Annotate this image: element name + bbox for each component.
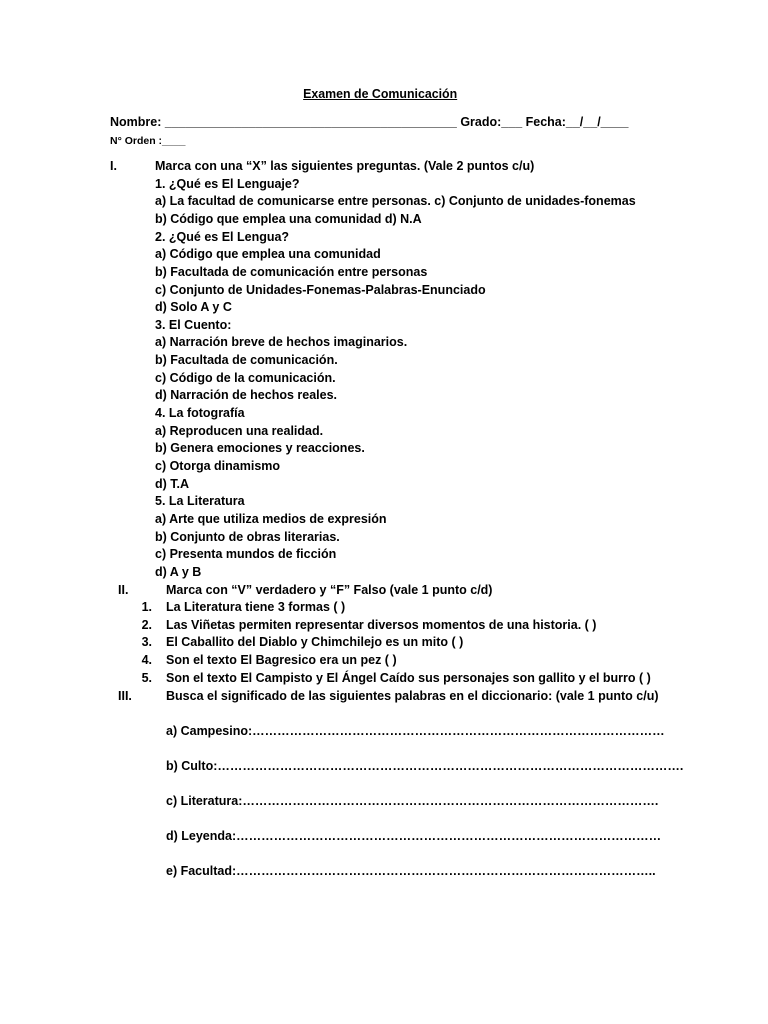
order-label: N° Orden : bbox=[110, 135, 163, 147]
definition-label: a) Campesino: bbox=[166, 724, 253, 738]
definition-blank: ……………………………………………………………………………………… bbox=[252, 724, 665, 738]
definition-line bbox=[166, 758, 683, 774]
tf-item-text: Son el texto El Bagresico era un pez ( ) bbox=[166, 653, 397, 667]
definition-label: c) Literatura: bbox=[166, 794, 243, 808]
section2-numeral: II. bbox=[118, 583, 129, 597]
tf-item-number: 4. bbox=[141, 653, 152, 667]
question-line: 5. La Literatura bbox=[155, 494, 245, 508]
question-line: c) Conjunto de Unidades-Fonemas-Palabras-Enunciado bbox=[155, 283, 486, 297]
question-line: 4. La fotografía bbox=[155, 406, 245, 420]
section1-numeral: I. bbox=[110, 159, 117, 173]
tf-item-text: El Caballito del Diablo y Chimchilejo es un mito ( ) bbox=[166, 635, 464, 649]
question-line: b) Facultada de comunicación. bbox=[155, 353, 338, 367]
question-line: c) Código de la comunicación. bbox=[155, 371, 336, 385]
definition-line bbox=[166, 723, 665, 739]
question-line: c) Presenta mundos de ficción bbox=[155, 547, 337, 561]
question-line: b) Genera emociones y reacciones. bbox=[155, 441, 365, 455]
name-grade-date-line: Nombre: __________________________________________ Grado:___ Fecha:__/__/____ bbox=[110, 115, 629, 129]
question-line: a) Código que emplea una comunidad bbox=[155, 247, 381, 261]
question-line: a) La facultad de comunicarse entre personas. c) Conjunto de unidades-fonemas bbox=[155, 194, 636, 208]
definition-line bbox=[166, 793, 658, 809]
section3-numeral: III. bbox=[118, 689, 132, 703]
tf-item-number: 3. bbox=[141, 635, 152, 649]
definition-blank: ………………………………………………………………………………………… bbox=[236, 829, 662, 843]
question-line: d) Narración de hechos reales. bbox=[155, 388, 338, 402]
definition-blank: ………………………………………………………………………………………. bbox=[242, 794, 659, 808]
section2-heading: Marca con “V” verdadero y “F” Falso (vale 1 punto c/d) bbox=[166, 583, 493, 597]
question-line: d) A y B bbox=[155, 565, 202, 579]
question-line: d) T.A bbox=[155, 477, 190, 491]
definition-blank: …………………………………………………………………………………………………. bbox=[217, 759, 684, 773]
question-line: b) Conjunto de obras literarias. bbox=[155, 530, 340, 544]
tf-item-number: 1. bbox=[141, 600, 152, 614]
section3-heading: Busca el significado de las siguientes palabras en el diccionario: (vale 1 punto c/u) bbox=[166, 689, 659, 703]
question-line: a) Reproducen una realidad. bbox=[155, 424, 324, 438]
question-line: 1. ¿Qué es El Lenguaje? bbox=[155, 177, 300, 191]
tf-item-number: 5. bbox=[141, 671, 152, 685]
definition-label: e) Facultad: bbox=[166, 864, 237, 878]
tf-item-text: Son el texto El Campisto y El Ángel Caído sus personajes son gallito y el burro ( ) bbox=[166, 671, 651, 685]
definition-line bbox=[166, 863, 656, 879]
order-line bbox=[110, 133, 185, 149]
page-title: Examen de Comunicación bbox=[303, 87, 458, 101]
question-line: d) Solo A y C bbox=[155, 300, 232, 314]
tf-item-number: 2. bbox=[141, 618, 152, 632]
question-line: a) Narración breve de hechos imaginarios. bbox=[155, 335, 408, 349]
definition-blank: ……………………………………………………………………………………….. bbox=[236, 864, 656, 878]
section1-heading: Marca con una “X” las siguientes preguntas. (Vale 2 puntos c/u) bbox=[155, 159, 535, 173]
order-blank: ____ bbox=[162, 135, 186, 147]
tf-item-text: Las Viñetas permiten representar diversos momentos de una historia. ( ) bbox=[166, 618, 597, 632]
question-line: a) Arte que utiliza medios de expresión bbox=[155, 512, 387, 526]
definition-label: d) Leyenda: bbox=[166, 829, 237, 843]
question-line: b) Código que emplea una comunidad d) N.A bbox=[155, 212, 422, 226]
tf-item-text: La Literatura tiene 3 formas ( ) bbox=[166, 600, 346, 614]
definition-label: b) Culto: bbox=[166, 759, 218, 773]
definition-line bbox=[166, 828, 661, 844]
question-line: c) Otorga dinamismo bbox=[155, 459, 281, 473]
question-line: 2. ¿Qué es El Lengua? bbox=[155, 230, 290, 244]
question-line: 3. El Cuento: bbox=[155, 318, 232, 332]
question-line: b) Facultada de comunicación entre personas bbox=[155, 265, 428, 279]
